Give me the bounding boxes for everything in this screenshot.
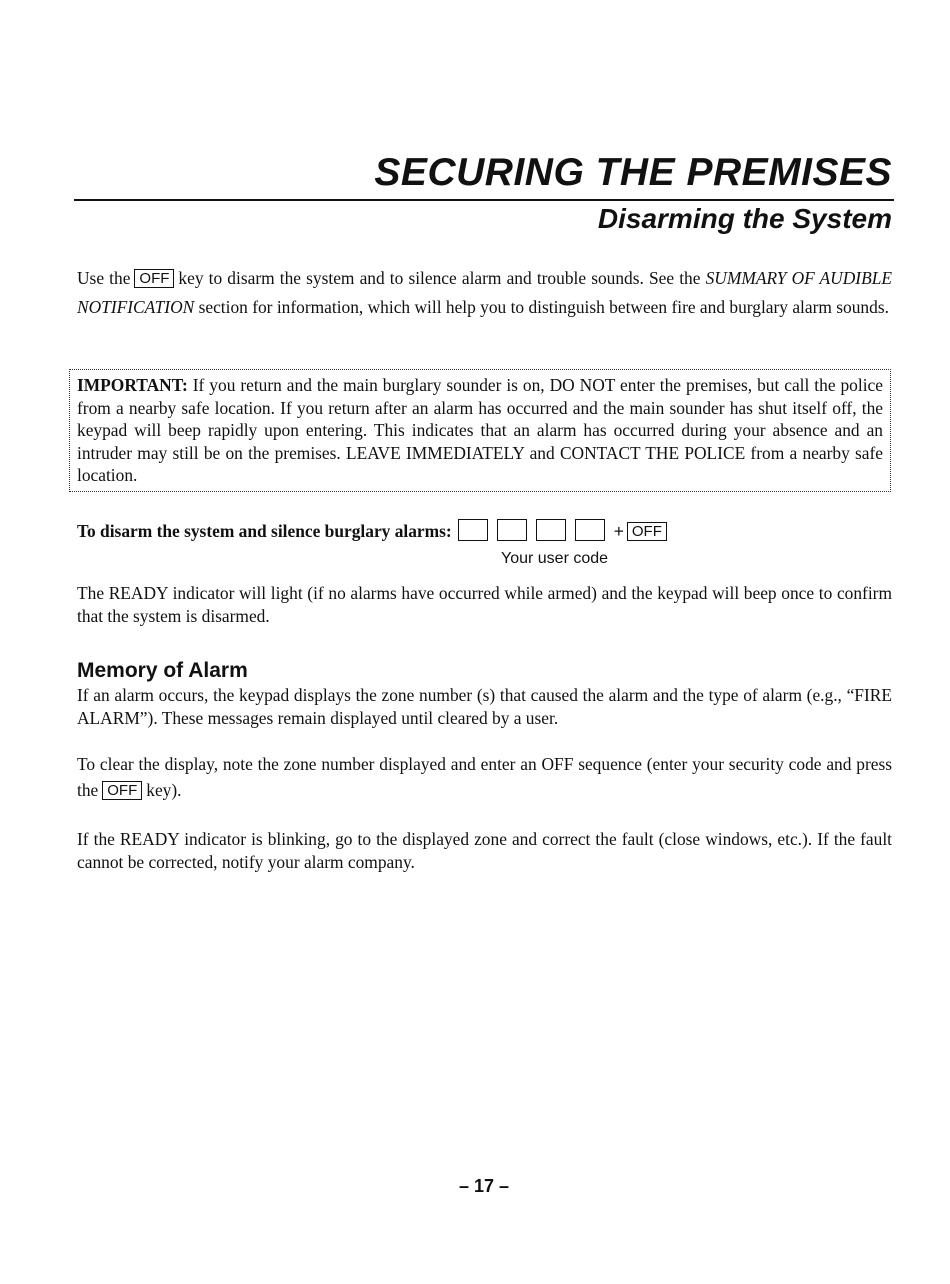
plus-sign: + xyxy=(613,521,624,541)
disarm-instruction xyxy=(77,519,667,543)
clear-display-text: To clear the display, note the zone number displayed and enter an OFF sequence (enter your security code and press the xyxy=(77,754,892,800)
user-code-digit-box xyxy=(536,519,566,541)
memory-heading: Memory of Alarm xyxy=(77,659,248,682)
intro-text-2: key to disarm the system and to silence alarm and trouble sounds. See the xyxy=(178,268,701,288)
page-subtitle: Disarming the System xyxy=(597,203,892,234)
important-notice xyxy=(69,369,891,492)
clear-display-end: key). xyxy=(146,780,182,800)
memory-paragraph-3: If the READY indicator is blinking, go to the displayed zone and correct the fault (close windows, etc.). If the fault cannot be corrected, notify your alarm company. xyxy=(77,829,892,872)
memory-paragraph-2 xyxy=(77,751,892,803)
summary-reference: SUMMARY OF AUDIBLE NOTIFICATION xyxy=(77,268,893,317)
page-number: – 17 – xyxy=(458,1176,510,1196)
user-code-caption: Your user code xyxy=(501,550,609,567)
important-text: If you return and the main burglary sounder is on, DO NOT enter the premises, but call the police from a nearby safe location. If you return after an alarm has occurred and the main sounder has shut itself off, the keypad will beep rapidly upon entering. This indicates that an alarm has occurred during your absence and an intruder may still be on the premises. LEAVE IMMEDIATELY and CONTACT THE POLICE from a nearby safe location. xyxy=(77,375,883,486)
page-title: SECURING THE PREMISES xyxy=(374,151,892,194)
off-key-label: OFF xyxy=(627,522,667,541)
intro-text-3: section for information, which will help you to distinguish between fire and burglary alarm sounds. xyxy=(198,297,889,317)
off-key-label: OFF xyxy=(102,781,142,800)
intro-text-1: Use the xyxy=(77,268,131,288)
off-key-label: OFF xyxy=(134,269,174,288)
disarm-lead: To disarm the system and silence burglary alarms: xyxy=(77,521,452,541)
user-code-digit-box xyxy=(497,519,527,541)
important-label: IMPORTANT: xyxy=(77,375,188,395)
ready-paragraph: The READY indicator will light (if no alarms have occurred while armed) and the keypad will beep once to confirm that the system is disarmed. xyxy=(77,583,892,626)
user-code-digit-box xyxy=(458,519,488,541)
memory-paragraph-1: If an alarm occurs, the keypad displays the zone number (s) that caused the alarm and the type of alarm (e.g., “FIRE ALARM”). These messages remain displayed until cleared by a user. xyxy=(77,685,892,728)
user-code-digit-box xyxy=(575,519,605,541)
intro-paragraph xyxy=(77,264,892,322)
